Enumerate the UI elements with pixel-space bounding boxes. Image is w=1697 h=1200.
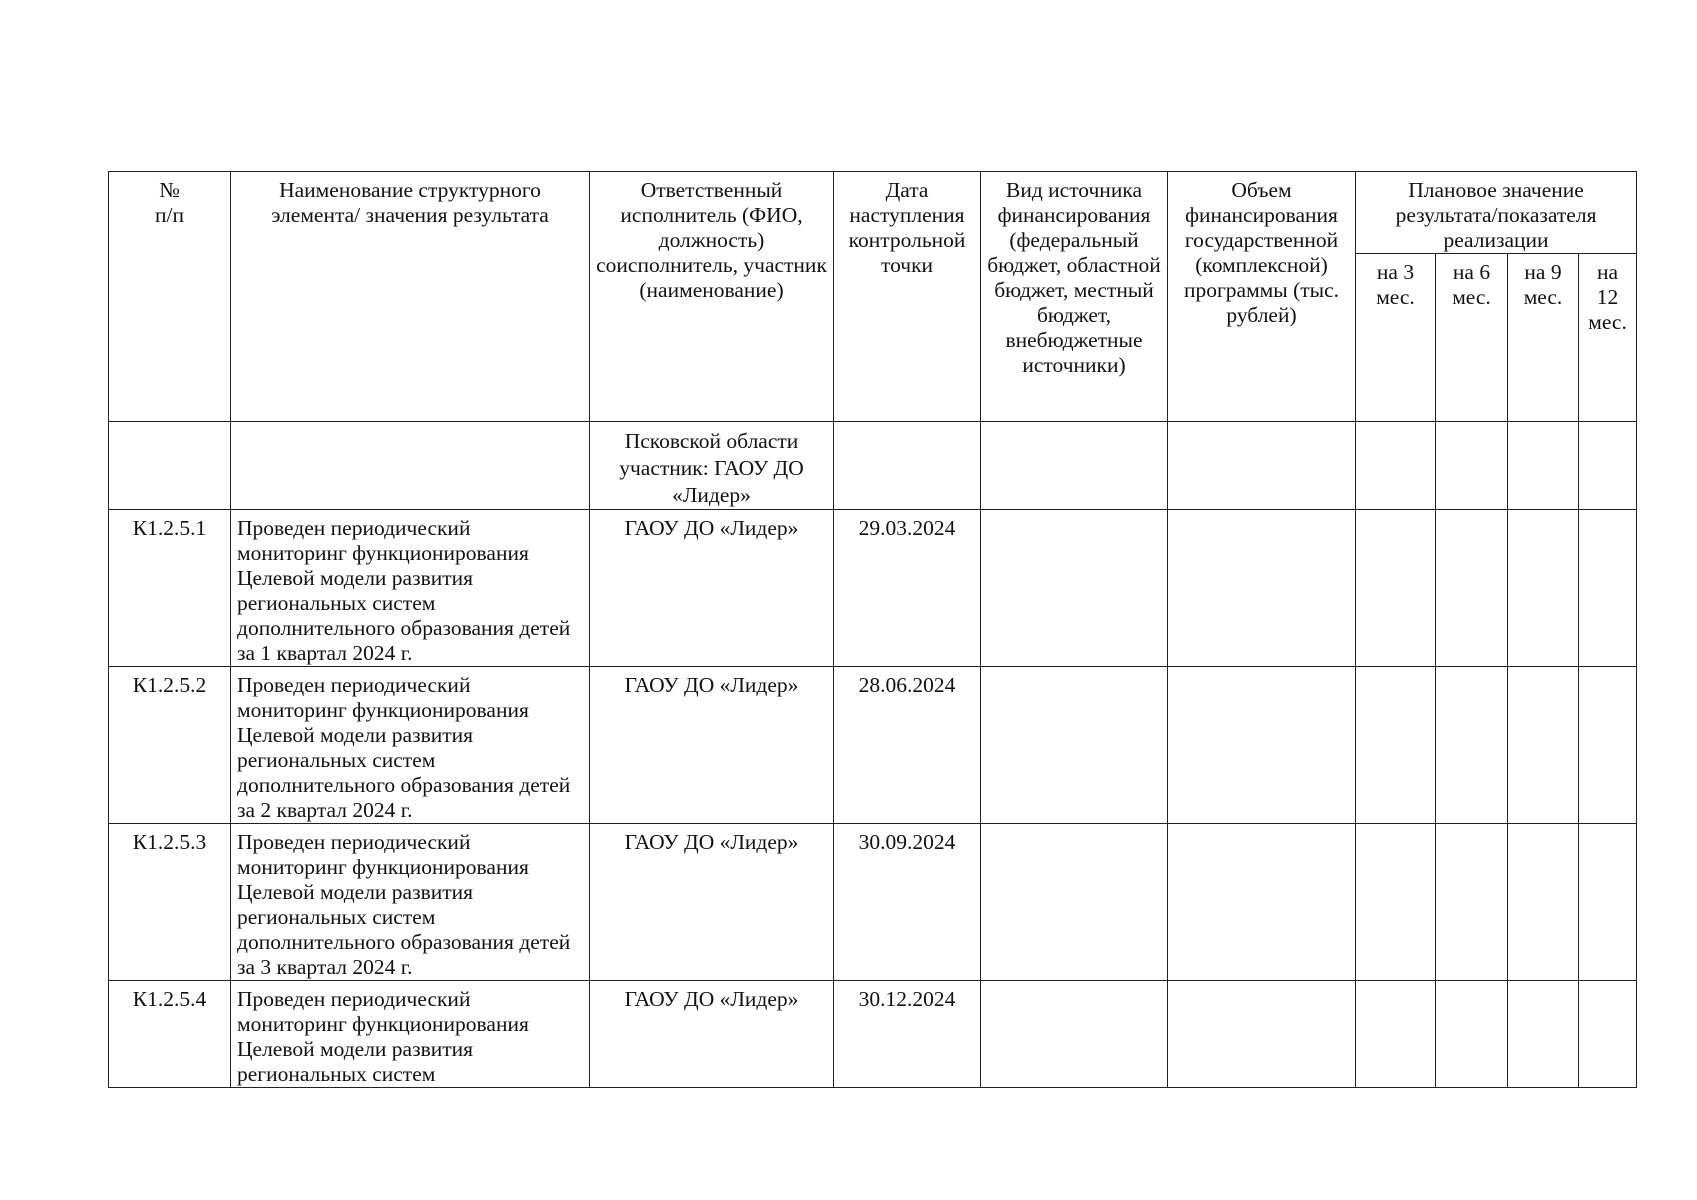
cell-12-months: [1579, 510, 1637, 667]
header-12-months: на 12 мес.: [1579, 254, 1637, 422]
cell-9-months: [1508, 422, 1579, 510]
cell-name: Проведен периодический мониторинг функционирования Целевой модели развития региональных систем: [231, 981, 590, 1088]
cell-date: 30.09.2024: [834, 824, 981, 981]
cell-name: Проведен периодический мониторинг функционирования Целевой модели развития региональных систем дополнительного образования детей за 3 квартал 2024 г.: [231, 824, 590, 981]
cell-responsible: ГАОУ ДО «Лидер»: [590, 824, 834, 981]
cell-9-months: [1508, 824, 1579, 981]
cell-responsible: ГАОУ ДО «Лидер»: [590, 667, 834, 824]
header-planned: Плановое значение результата/показателя реализации: [1356, 172, 1637, 254]
table-row: [109, 510, 1637, 667]
cell-name: Проведен периодический мониторинг функционирования Целевой модели развития региональных систем дополнительного образования детей за 2 квартал 2024 г.: [231, 667, 590, 824]
cell-date: 28.06.2024: [834, 667, 981, 824]
cell-3-months: [1356, 510, 1436, 667]
cell-source: [981, 824, 1168, 981]
header-num: № п/п: [109, 172, 231, 422]
header-3-months: на 3 мес.: [1356, 254, 1436, 422]
cell-6-months: [1436, 667, 1508, 824]
cell-volume: [1168, 981, 1356, 1088]
cell-date: [834, 422, 981, 510]
cell-date: 29.03.2024: [834, 510, 981, 667]
cell-source: [981, 510, 1168, 667]
cell-source: [981, 667, 1168, 824]
cell-12-months: [1579, 824, 1637, 981]
cell-3-months: [1356, 824, 1436, 981]
header-9-months: на 9 мес.: [1508, 254, 1579, 422]
cell-source: [981, 422, 1168, 510]
header-6-months: на 6 мес.: [1436, 254, 1508, 422]
cell-3-months: [1356, 981, 1436, 1088]
table-row: [109, 667, 1637, 824]
cell-volume: [1168, 667, 1356, 824]
cell-6-months: [1436, 824, 1508, 981]
table-row: [109, 824, 1637, 981]
cell-responsible: ГАОУ ДО «Лидер»: [590, 510, 834, 667]
header-source: Вид источника финансирования (федеральный бюджет, областной бюджет, местный бюджет, внебюджетные источники): [981, 172, 1168, 422]
cell-9-months: [1508, 667, 1579, 824]
cell-3-months: [1356, 422, 1436, 510]
cell-volume: [1168, 510, 1356, 667]
cell-name: Проведен периодический мониторинг функционирования Целевой модели развития региональных систем дополнительного образования детей за 1 квартал 2024 г.: [231, 510, 590, 667]
continuation-row: [109, 422, 1637, 510]
cell-num: К1.2.5.3: [109, 824, 231, 981]
cell-responsible: ГАОУ ДО «Лидер»: [590, 981, 834, 1088]
cell-responsible: Псковской области участник: ГАОУ ДО «Лидер»: [590, 422, 834, 510]
cell-6-months: [1436, 981, 1508, 1088]
header-responsible: Ответственный исполнитель (ФИО, должность) соисполнитель, участник (наименование): [590, 172, 834, 422]
cell-volume: [1168, 422, 1356, 510]
header-date: Дата наступления контрольной точки: [834, 172, 981, 422]
cell-date: 30.12.2024: [834, 981, 981, 1088]
cell-12-months: [1579, 667, 1637, 824]
cell-volume: [1168, 824, 1356, 981]
cell-6-months: [1436, 510, 1508, 667]
header-volume: Объем финансирования государственной (комплексной) программы (тыс. рублей): [1168, 172, 1356, 422]
cell-name: [231, 422, 590, 510]
cell-num: К1.2.5.1: [109, 510, 231, 667]
cell-num: К1.2.5.4: [109, 981, 231, 1088]
cell-num: [109, 422, 231, 510]
cell-9-months: [1508, 510, 1579, 667]
header-name: Наименование структурного элемента/ значения результата: [231, 172, 590, 422]
cell-source: [981, 981, 1168, 1088]
control-points-table: [108, 171, 1637, 1088]
table-row: [109, 981, 1637, 1088]
cell-12-months: [1579, 422, 1637, 510]
cell-3-months: [1356, 667, 1436, 824]
header-row: [109, 172, 1637, 254]
cell-6-months: [1436, 422, 1508, 510]
cell-num: К1.2.5.2: [109, 667, 231, 824]
cell-9-months: [1508, 981, 1579, 1088]
cell-12-months: [1579, 981, 1637, 1088]
